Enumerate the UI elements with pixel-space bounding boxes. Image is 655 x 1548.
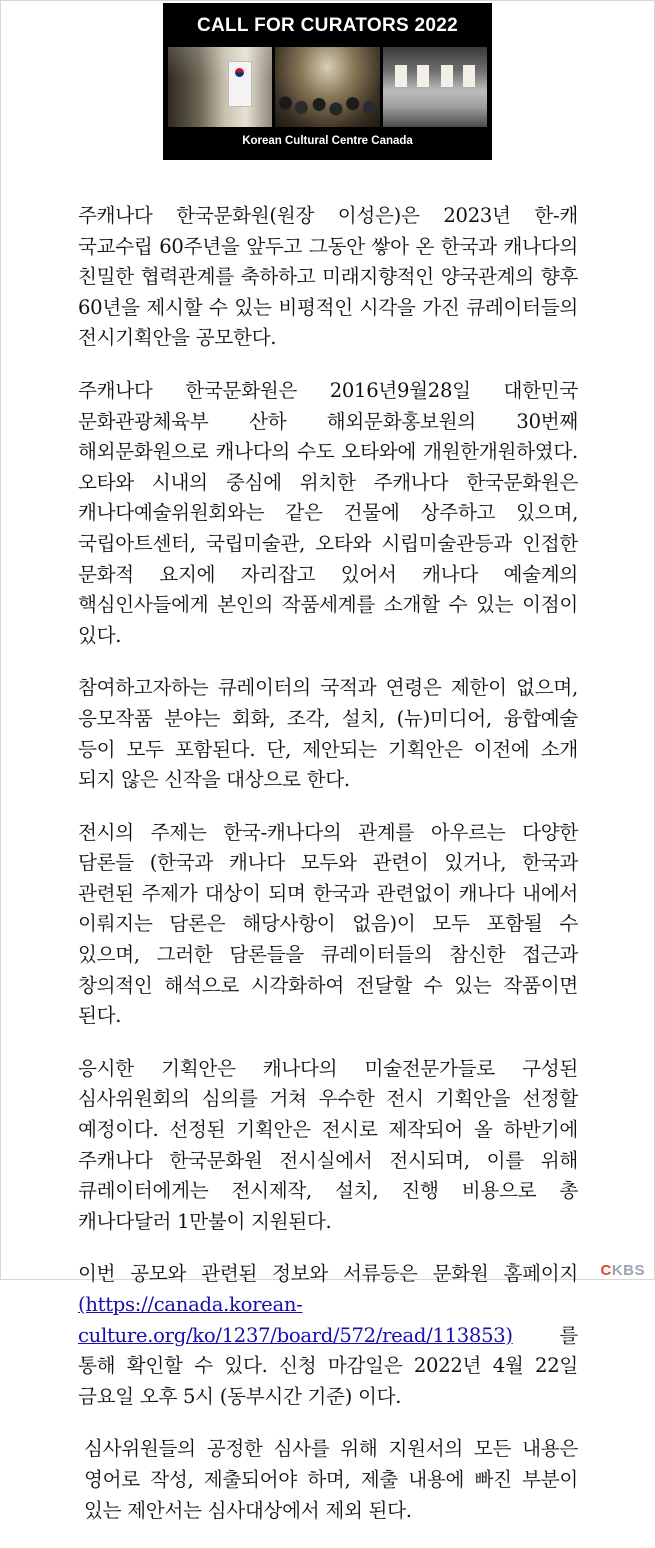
paragraph-closing: 심사위원들의 공정한 심사를 위해 지원서의 모든 내용은 영어로 작성, 제출되어야 하며, 제출 내용에 빠진 부분이 있는 제안서는 심사대상에서 제외 된다. <box>84 1437 578 1522</box>
call-for-curators-banner <box>163 3 492 160</box>
banner-photo-strip <box>168 47 487 127</box>
banner-subtitle: Korean Cultural Centre Canada <box>242 135 413 147</box>
paragraph-centre-info: 주캐나다 한국문화원은 2016년9월28일 대한민국 문화관광체육부 산하 해외문화홍보원의 30번째 해외문화원으로 캐나다의 수도 오타와에 개원한개원하였다. 오타와 시내의 중심에 위치한 주캐나다 한국문화원은 캐나다예술위원회와는 같은 건물에 상주하고 있으며, 국립아트센터, 국립미술관, 오타와 시립미술관등과 인접한 문화적 요지에 자리잡고 있어서 캐나다 예술계의 핵심인사들에게 본인의 작품세계를 소개할 수 있는 이점이 있다. <box>78 378 578 647</box>
korean-flag-sign <box>228 61 252 107</box>
paragraph-eligibility: 참여하고자하는 큐레이터의 국적과 연령은 제한이 없으며, 응모작품 분야는 회화, 조각, 설치, (뉴)미디어, 융합예술 등이 모두 포함된다. 단, 제안되는 기획안은 이전에 소개 되지 않은 신작을 대상으로 한다. <box>78 676 578 792</box>
paragraph-application-info <box>78 1259 578 1412</box>
audience-event-photo <box>275 47 379 127</box>
info-text-after: 를 통해 확인할 수 있다. 신청 마감일은 2022년 4월 22일 금요일 오후 5시 (동부시간 기준) 이다. <box>78 1323 578 1408</box>
audience-silhouettes <box>275 91 379 121</box>
ckbs-watermark-logo <box>600 1262 645 1279</box>
watermark-letters-kbs: KBS <box>611 1262 645 1279</box>
article-body <box>78 201 578 1548</box>
gallery-hall-photo <box>168 47 272 127</box>
wall-artworks <box>395 65 475 87</box>
banner-title: CALL FOR CURATORS 2022 <box>196 15 459 36</box>
paragraph-theme: 전시의 주제는 한국-캐나다의 관계를 아우르는 다양한 담론들 (한국과 캐나다 모두와 관련이 있거나, 한국과 관련된 주제가 대상이 되며 한국과 관련없이 캐나다 내에서 이뤄지는 담론은 해당사항이 없음)이 모두 포함될 수 있으며, 그러한 담론들을 큐레이터들의 참신한 접근과 창의적인 해석으로 시각화하여 전달할 수 있는 작품이면 된다. <box>78 820 578 1028</box>
exhibition-room-photo <box>383 47 487 127</box>
homepage-link[interactable]: (https://canada.korean-culture.org/ko/1237/board/572/read/113853) <box>78 1293 513 1347</box>
watermark-letter-c: C <box>600 1262 612 1279</box>
paragraph-intro: 주캐나다 한국문화원(원장 이성은)은 2023년 한-캐 국교수립 60주년을 앞두고 그동안 쌓아 온 한국과 캐나다의 친밀한 협력관계를 축하하고 미래지향적인 양국관계의 향후 60년을 제시할 수 있는 비평적인 시각을 가진 큐레이터들의 전시기획안을 공모한다. <box>78 204 578 350</box>
paragraph-selection: 응시한 기획안은 캐나다의 미술전문가들로 구성된 심사위원회의 심의를 거쳐 우수한 전시 기획안을 선정할 예정이다. 선정된 기획안은 전시로 제작되어 올 하반기에 주캐나다 한국문화원 전시실에서 전시되며, 이를 위해 큐레이터에게는 전시제작, 설치, 진행 비용으로 총 캐나다달러 1만불이 지원된다. <box>78 1056 578 1233</box>
info-text-before: 이번 공모와 관련된 정보와 서류등은 문화원 홈페이지 <box>78 1262 578 1286</box>
